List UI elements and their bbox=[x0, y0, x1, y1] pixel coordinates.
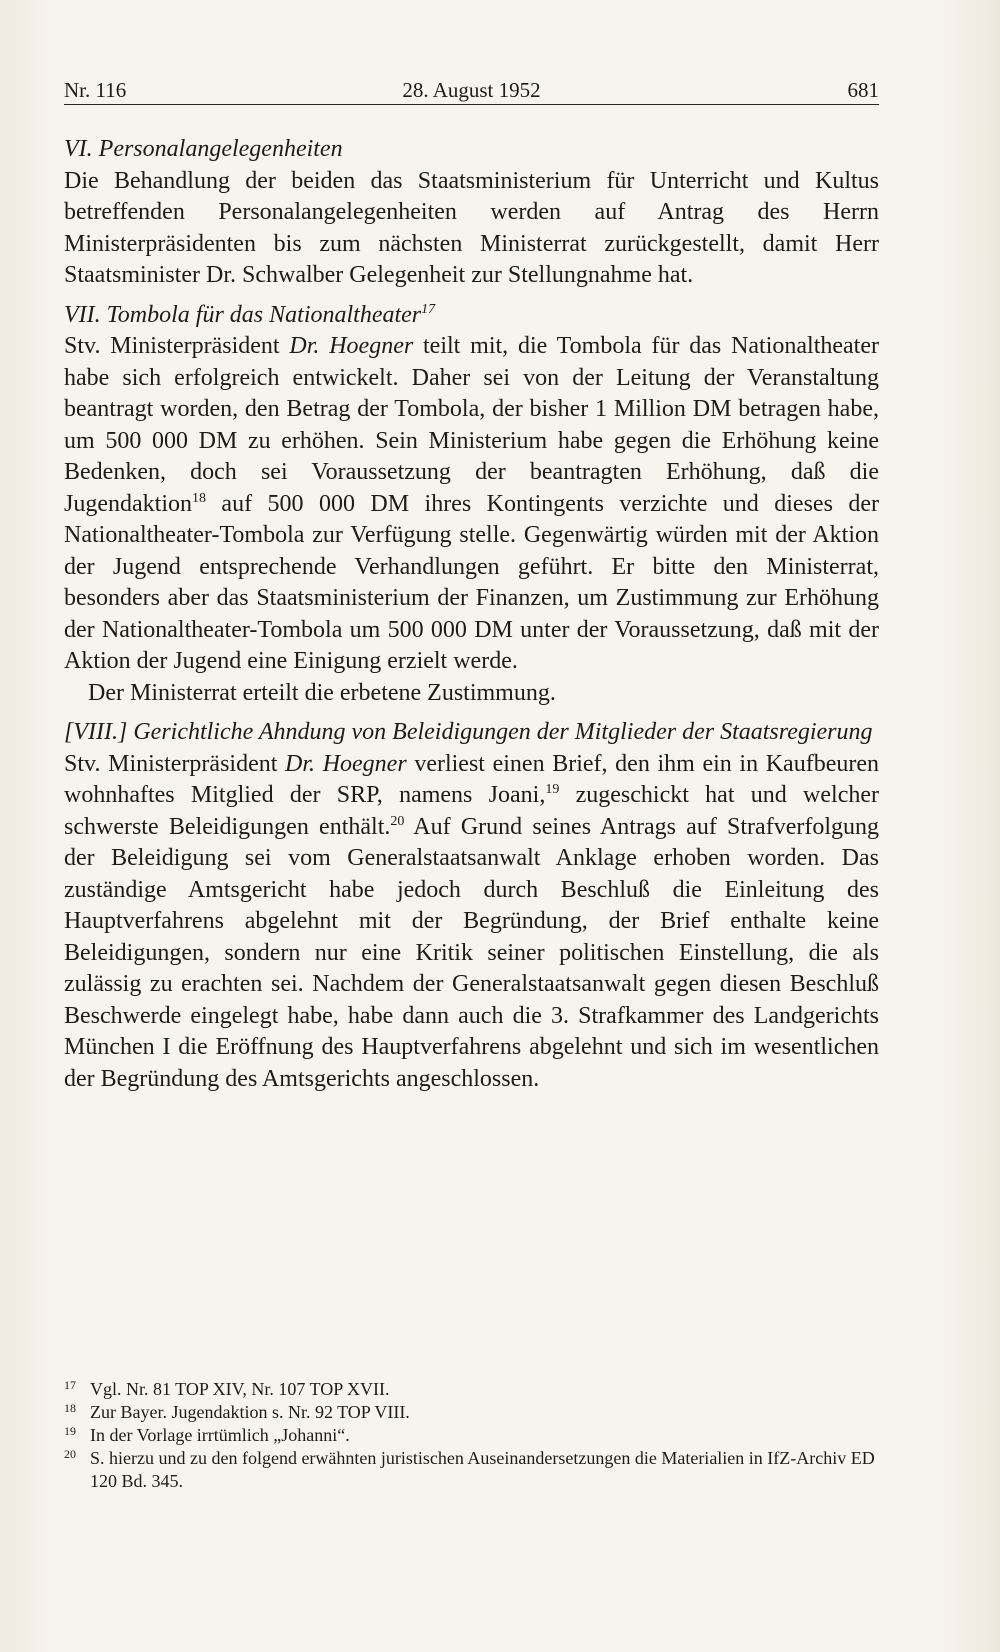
paragraph-viii-1-c: zugeschickt hat und welcher schwerste Beleidigungen enthält. bbox=[64, 782, 879, 840]
footnote bbox=[64, 1401, 879, 1424]
footnote-ref-19: 19 bbox=[545, 782, 560, 797]
section-title-vi: VI. Personalangelegenheiten bbox=[64, 136, 343, 162]
section-title-vii-text: VII. Tombola für das Nationaltheater bbox=[64, 301, 422, 328]
paragraph-vii-1 bbox=[64, 331, 879, 678]
footnote-text: Zur Bayer. Jugendaktion s. Nr. 92 TOP VIII. bbox=[90, 1402, 410, 1422]
footnote-text: S. hierzu und zu den folgend erwähnten juristischen Auseinandersetzungen die Materialien in IfZ-Archiv ED 120 Bd. 345. bbox=[90, 1448, 875, 1491]
footnote-ref-20: 20 bbox=[390, 813, 405, 829]
footnote-number: 19 bbox=[64, 1424, 76, 1438]
footnotes bbox=[64, 1378, 879, 1493]
paragraph-viii-1-d: Auf Grund seines Antrags auf Strafverfolgung der Beleidigung sei vom Generalstaatsanwalt Anklage erhoben worden. Das zuständige Amtsgericht habe jedoch durch Beschluß die Einleitung des Hauptverfahrens abgelehnt mit der Begründung, der Brief enthalte keine Beleidigungen, sondern nur eine Kritik seiner politischen Einstellung, die als zulässig zu erachten sei. Nachdem der Generalstaatsanwalt gegen diesen Beschluß Beschwerde eingelegt habe, habe dann auch die 3. Strafkammer des Landgerichts München I die Eröffnung des Hauptverfahrens abgelehnt und sich im wesentlichen der Begründung des Amtsgerichts angeschlossen. bbox=[64, 813, 879, 1092]
speaker-name: Dr. Hoegner bbox=[285, 750, 407, 777]
section-title-viii-text: Gerichtliche Ahndung von Beleidigungen der Mitglieder der Staatsregierung bbox=[127, 719, 873, 745]
paragraph-vii-1-b: teilt mit, die Tombola für das Nationaltheater habe sich erfolgreich entwickelt. Daher sei von der Leitung der Veranstaltung beantragt worden, den Betrag der Tombola, der bisher 1 Million DM betragen habe, um 500 000 DM zu erhöhen. Sein Ministerium habe gegen die Erhöhung keine Bedenken, doch sei Voraussetzung der beantragten Erhöhung, daß die Jugendaktion bbox=[64, 333, 879, 517]
footnote-text: Vgl. Nr. 81 TOP XIV, Nr. 107 TOP XVII. bbox=[90, 1379, 390, 1399]
document-number: Nr. 116 bbox=[64, 78, 127, 102]
paragraph-viii-1 bbox=[64, 749, 879, 1096]
page-header bbox=[64, 74, 879, 105]
footnote-ref-18: 18 bbox=[191, 490, 206, 506]
paragraph-vii-1-a: Stv. Ministerpräsident bbox=[64, 333, 290, 359]
footnote-number: 20 bbox=[64, 1447, 76, 1461]
paragraph-viii-1-b: verliest einen Brief, den ihm ein in Kaufbeuren wohnhaftes Mitglied der SRP, namens Joani, bbox=[64, 750, 879, 808]
footnote bbox=[64, 1424, 879, 1447]
footnote-text: In der Vorlage irrtümlich „Johanni“. bbox=[90, 1425, 350, 1445]
footnote-ref-17: 17 bbox=[421, 301, 436, 317]
paragraph-vii-1-c: auf 500 000 DM ihres Kontingents verzichte und dieses der Nationaltheater-Tombola zur Verfügung stelle. Gegenwärtig würden mit der Aktion der Jugend entsprechende Verhandlungen geführt. Er bitte den Ministerrat, besonders aber das Staatsministerium der Finanzen, um Zustimmung zur Erhöhung der Nationaltheater-Tombola um 500 000 DM unter der Voraussetzung, daß mit der Aktion der Jugend eine Einigung erzielt werde. bbox=[64, 490, 879, 674]
section-title-viii bbox=[64, 717, 879, 749]
paragraph-viii-1-a: Stv. Ministerpräsident bbox=[64, 750, 286, 777]
paragraph-vi-1: Die Behandlung der beiden das Staatsministerium für Unterricht und Kultus betreffenden Personalangelegenheiten werden auf Antrag des Herrn Ministerpräsidenten bis zum nächsten Ministerrat zurückgestellt, damit Herr Staatsminister Dr. Schwalber Gelegenheit zur Stellungnahme hat. bbox=[64, 167, 879, 288]
page-number: 681 bbox=[847, 78, 879, 102]
paragraph-vii-2: Der Ministerrat erteilt die erbetene Zustimmung. bbox=[88, 679, 556, 706]
document-date: 28. August 1952 bbox=[402, 78, 541, 102]
main-text bbox=[64, 134, 879, 1095]
speaker-name: Dr. Hoegner bbox=[289, 333, 414, 359]
footnote bbox=[64, 1378, 879, 1401]
footnote bbox=[64, 1447, 879, 1493]
section-title-viii-prefix: [VIII.] bbox=[64, 719, 128, 745]
footnote-number: 18 bbox=[64, 1401, 76, 1415]
footnote-number: 17 bbox=[64, 1378, 76, 1392]
section-title-vii bbox=[64, 300, 879, 332]
